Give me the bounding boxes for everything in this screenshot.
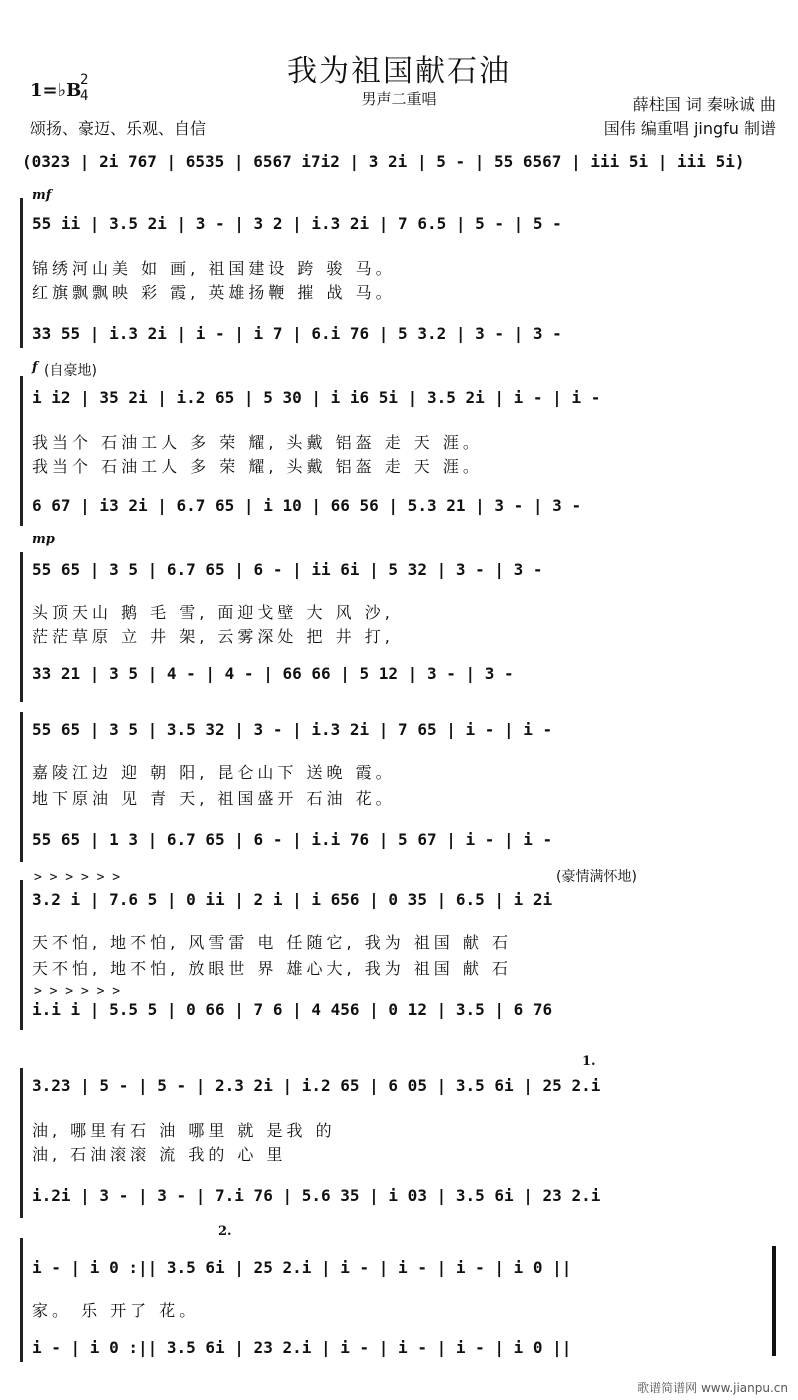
volta-first-ending: 1. — [582, 1054, 596, 1069]
lower-voice-notes: 6 67 | i3 2i | 6.7 65 | i 10 | 66 56 | 5.3 21 | 3 - | 3 - — [32, 496, 582, 515]
time-signature — [80, 72, 88, 104]
dynamic-mark: mf — [32, 188, 52, 203]
lyric-verse-2: 我当个 石油工人 多 荣 耀, 头戴 铝盔 走 天 涯。 — [32, 457, 483, 476]
lyric-verse-1: 天不怕, 地不怕, 风雪雷 电 任随它, 我为 祖国 献 石 — [32, 933, 512, 952]
upper-voice-notes: 3.23 | 5 - | 5 - | 2.3 2i | i.2 65 | 6 05 | 3.5 6i | 25 2.i — [32, 1076, 601, 1095]
dynamic-mark: mp — [32, 532, 55, 547]
system-brace — [20, 1068, 23, 1218]
mood-marking: 颂扬、豪迈、乐观、自信 — [30, 119, 207, 138]
page-title: 我为祖国献石油 — [287, 54, 511, 89]
lyric-verse-1: 嘉陵江边 迎 朝 阳, 昆仑山下 送晚 霞。 — [32, 763, 396, 782]
lower-voice-notes: i - | i 0 :|| 3.5 6i | 23 2.i | i - | i - | i - | i 0 || — [32, 1338, 572, 1357]
final-barline — [772, 1246, 776, 1356]
lower-voice-notes: i.2i | 3 - | 3 - | 7.i 76 | 5.6 35 | i 03 | 3.5 6i | 23 2.i — [32, 1186, 601, 1205]
system-brace — [20, 880, 23, 1030]
lower-voice-notes: 33 55 | i.3 2i | i - | i 7 | 6.i 76 | 5 3.2 | 3 - | 3 - — [32, 324, 562, 343]
lower-voice-notes: 55 65 | 1 3 | 6.7 65 | 6 - | i.i 76 | 5 67 | i - | i - — [32, 830, 553, 849]
credits-composer: 薛柱国 词 秦咏诚 曲 — [632, 95, 776, 114]
lyric-verse-1: 油, 哪里有石 油 哪里 就 是我 的 — [32, 1121, 336, 1140]
lyric-verse-2: 茫茫草原 立 井 架, 云雾深处 把 井 打, — [32, 627, 394, 646]
dynamic-mark: f — [32, 360, 38, 375]
system-brace — [20, 198, 23, 348]
lyric-verse-1: 我当个 石油工人 多 荣 耀, 头戴 铝盔 走 天 涯。 — [32, 433, 483, 452]
expression-mark: (自豪地) — [44, 363, 97, 379]
lyric-verse-2: 油, 石油滚滚 流 我的 心 里 — [32, 1145, 287, 1164]
accent-marks-lower: > > > > > > — [34, 984, 121, 999]
lyric-verse-1: 锦绣河山美 如 画, 祖国建设 跨 骏 马。 — [32, 259, 396, 278]
lyric-verse-2: 地下原油 见 青 天, 祖国盛开 石油 花。 — [32, 789, 396, 808]
system-brace — [20, 1238, 23, 1362]
lower-voice-notes: i.i i | 5.5 5 | 0 66 | 7 6 | 4 456 | 0 12 | 3.5 | 6 76 — [32, 1000, 553, 1019]
accent-marks-upper: > > > > > > — [34, 870, 121, 885]
upper-voice-notes: 55 65 | 3 5 | 6.7 65 | 6 - | ii 6i | 5 32 | 3 - | 3 - — [32, 560, 543, 579]
subtitle: 男声二重唱 — [361, 90, 437, 108]
key-signature: 1=♭B — [30, 80, 82, 101]
upper-voice-notes: i - | i 0 :|| 3.5 6i | 25 2.i | i - | i - | i - | i 0 || — [32, 1258, 572, 1277]
volta-second-ending: 2. — [218, 1224, 232, 1239]
upper-voice-notes: 55 65 | 3 5 | 3.5 32 | 3 - | i.3 2i | 7 65 | i - | i - — [32, 720, 553, 739]
lower-voice-notes: 33 21 | 3 5 | 4 - | 4 - | 66 66 | 5 12 | 3 - | 3 - — [32, 664, 514, 683]
lyric-verse-1: 头顶天山 鹅 毛 雪, 面迎戈壁 大 风 沙, — [32, 603, 394, 622]
system-brace — [20, 376, 23, 526]
upper-voice-notes: 55 ii | 3.5 2i | 3 - | 3 2 | i.3 2i | 7 6.5 | 5 - | 5 - — [32, 214, 562, 233]
expression-mark: (豪情满怀地) — [556, 869, 637, 885]
system-brace — [20, 552, 23, 702]
time-signature-bottom: 4 — [80, 88, 89, 104]
lyric-verse-2: 天不怕, 地不怕, 放眼世 界 雄心大, 我为 祖国 献 石 — [32, 959, 512, 978]
time-signature-top: 2 — [80, 72, 89, 88]
system-brace — [20, 712, 23, 862]
credits-arranger: 国伟 编重唱 jingfu 制谱 — [603, 119, 776, 138]
intro-notes: (0323 | 2i 767 | 6535 | 6567 i7i2 | 3 2i | 5 - | 55 6567 | iii 5i | iii 5i) — [22, 152, 745, 171]
watermark: 歌谱简谱网 www.jianpu.cn — [637, 1381, 788, 1395]
lyric-verse-2: 红旗飘飘映 彩 霞, 英雄扬鞭 摧 战 马。 — [32, 283, 396, 302]
upper-voice-notes: i i2 | 35 2i | i.2 65 | 5 30 | i i6 5i | 3.5 2i | i - | i - — [32, 388, 601, 407]
lyric-verse-1: 家。 乐 开了 花。 — [32, 1301, 200, 1320]
upper-voice-notes: 3.2 i | 7.6 5 | 0 ii | 2 i | i 656 | 0 35 | 6.5 | i 2i — [32, 890, 553, 909]
